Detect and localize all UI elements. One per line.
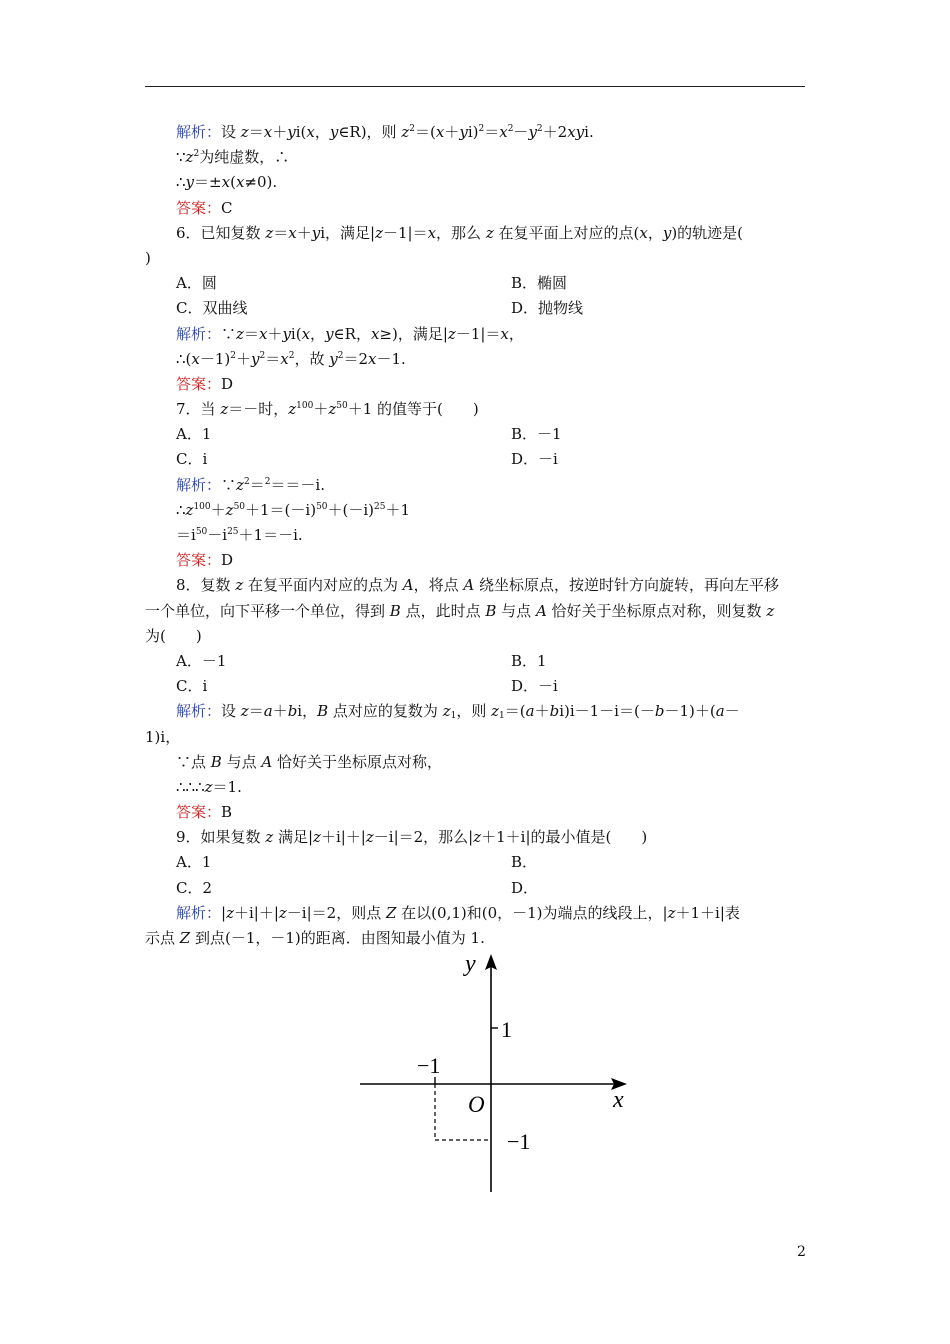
q9-option-d: D． xyxy=(511,878,539,897)
y-tick-label-negative: −1 xyxy=(507,1129,531,1154)
q5-analysis-line3: ∴y＝±x(x≠0). xyxy=(176,173,278,192)
q8-stem-line2: 一个单位，向下平移一个单位，得到 B 点，此时点 B 与点 A 恰好关于坐标原点对称，则复数 z xyxy=(145,601,775,620)
q9-analysis xyxy=(145,901,805,926)
x-tick-label-negative: −1 xyxy=(417,1053,441,1078)
q8-stem-line1: 8．复数 z 在复平面内对应的点为 A，将点 A 绕坐标原点，按逆时针方向旋转，再向左平移 xyxy=(176,576,780,595)
answer-label: 答案： xyxy=(176,803,222,822)
page-number: 2 xyxy=(797,1244,806,1260)
q8-analysis xyxy=(145,699,805,724)
q7-answer xyxy=(145,548,805,573)
x-axis-label: x xyxy=(613,1087,624,1113)
q6-options-cd xyxy=(145,296,805,321)
q8-answer-value: B xyxy=(221,803,233,822)
analysis-label: 解析： xyxy=(176,903,222,922)
q7-analysis xyxy=(145,473,805,498)
q6-stem-line1: 6．已知复数 z＝x＋yi，满足|z－1|＝x，那么 z 在复平面上对应的点(x，y)的轨迹是( xyxy=(176,223,744,242)
q8-stem-line3: 为( ) xyxy=(145,626,202,645)
q5-analysis-line2: $\because z^2$为纯虚数，∴ xyxy=(176,148,290,167)
analysis-label: 解析： xyxy=(176,475,222,494)
coordinate-figure xyxy=(355,948,630,1198)
q5-analysis-text: 设 z＝x＋yi(x，y∈R)，则 $z^2=(x+yi)^2=x^2-y^2+2xyi$. xyxy=(221,123,594,141)
q6-stem-line2: ) xyxy=(145,248,151,267)
q6-analysis-line2: $\therefore(x-1)^2+y^2=x^2$，故 $y^2=2x-1$. xyxy=(176,349,406,368)
q8-options-ab xyxy=(145,649,805,674)
q7-analysis-line2: $\therefore z^{100}+z^{50}+1=(-i)^{50}+(-i)^{25}+1$ xyxy=(176,500,411,519)
header-rule xyxy=(145,86,805,87)
q5-analysis xyxy=(145,120,805,145)
q7-option-a: A．1 xyxy=(176,425,212,444)
q6-option-a: A．圆 xyxy=(176,274,217,293)
document-body xyxy=(145,120,805,951)
q6-option-c: C．双曲线 xyxy=(176,299,248,318)
q9-option-a: A．1 xyxy=(176,853,212,872)
q7-option-d: D．－i xyxy=(511,450,558,469)
q8-analysis-text: 设 z＝a＋bi，B 点对应的复数为 $z_1$，则 $z_1=(a+bi)i-1-i=(-b-1)+(a-$ xyxy=(221,702,740,722)
q5-answer xyxy=(145,196,805,221)
q9-stem: 9．如果复数 z 满足|z＋i|＋|z－i|＝2，那么|z＋1＋i|的最小值是( ) xyxy=(176,828,648,847)
coordinate-diagram xyxy=(355,948,630,1198)
origin-label: O xyxy=(468,1092,485,1117)
q6-options-ab xyxy=(145,271,805,296)
q7-answer-value: D xyxy=(221,551,234,570)
q6-analysis-text: ∵z＝x＋yi(x，y∈R，x≥)，满足|z－1|＝x， xyxy=(221,324,524,343)
answer-label: 答案： xyxy=(176,551,222,570)
q6-analysis xyxy=(145,322,805,347)
q6-option-b: B．椭圆 xyxy=(511,274,568,293)
q7-analysis-text: $\because z^2=^2==-i$. xyxy=(221,475,325,494)
answer-label: 答案： xyxy=(176,198,222,217)
y-tick-label-positive: 1 xyxy=(501,1017,512,1042)
analysis-label: 解析： xyxy=(176,702,222,721)
q5-answer-value: C xyxy=(221,198,233,217)
q7-options-cd xyxy=(145,447,805,472)
q7-options-ab xyxy=(145,422,805,447)
q8-option-a: A．－1 xyxy=(176,651,227,670)
q8-option-b: B．1 xyxy=(511,651,547,670)
q8-options-cd xyxy=(145,674,805,699)
q9-analysis-line2: 示点 Z 到点(－1，－1)的距离．由图知最小值为 1. xyxy=(145,929,485,947)
q7-option-c: C．i xyxy=(176,450,208,469)
q6-answer xyxy=(145,372,805,397)
q8-analysis-line2: 1)i， xyxy=(145,727,181,746)
q7-analysis-line3: $=i^{50}-i^{25}+1=-i$. xyxy=(176,526,303,544)
q9-options-cd xyxy=(145,876,805,901)
q9-option-c: C．2 xyxy=(176,878,213,897)
q8-analysis-line3: ∵点 B 与点 A 恰好关于坐标原点对称， xyxy=(176,752,442,771)
q7-stem: 7．当 z＝－时，$z^{100}+z^{50}+1$ 的值等于( ) xyxy=(176,400,479,419)
q9-analysis-text: |z＋i|＋|z－i|＝2，则点 Z 在以(0,1)和(0，－1)为端点的线段上，|z＋1＋i|表 xyxy=(221,903,740,922)
q9-options-ab xyxy=(145,850,805,875)
analysis-label: 解析： xyxy=(176,123,222,141)
y-axis-label: y xyxy=(465,951,476,977)
q9-option-b: B． xyxy=(511,853,538,872)
analysis-label: 解析： xyxy=(176,324,222,343)
q6-option-d: D．抛物线 xyxy=(511,299,584,318)
answer-label: 答案： xyxy=(176,374,222,393)
q8-option-d: D．－i xyxy=(511,677,558,696)
q7-option-b: B．－1 xyxy=(511,425,562,444)
q8-option-c: C．i xyxy=(176,677,208,696)
q6-answer-value: D xyxy=(221,374,234,393)
q8-answer xyxy=(145,800,805,825)
q8-analysis-line4: ∴∴∴z＝1. xyxy=(176,777,242,796)
